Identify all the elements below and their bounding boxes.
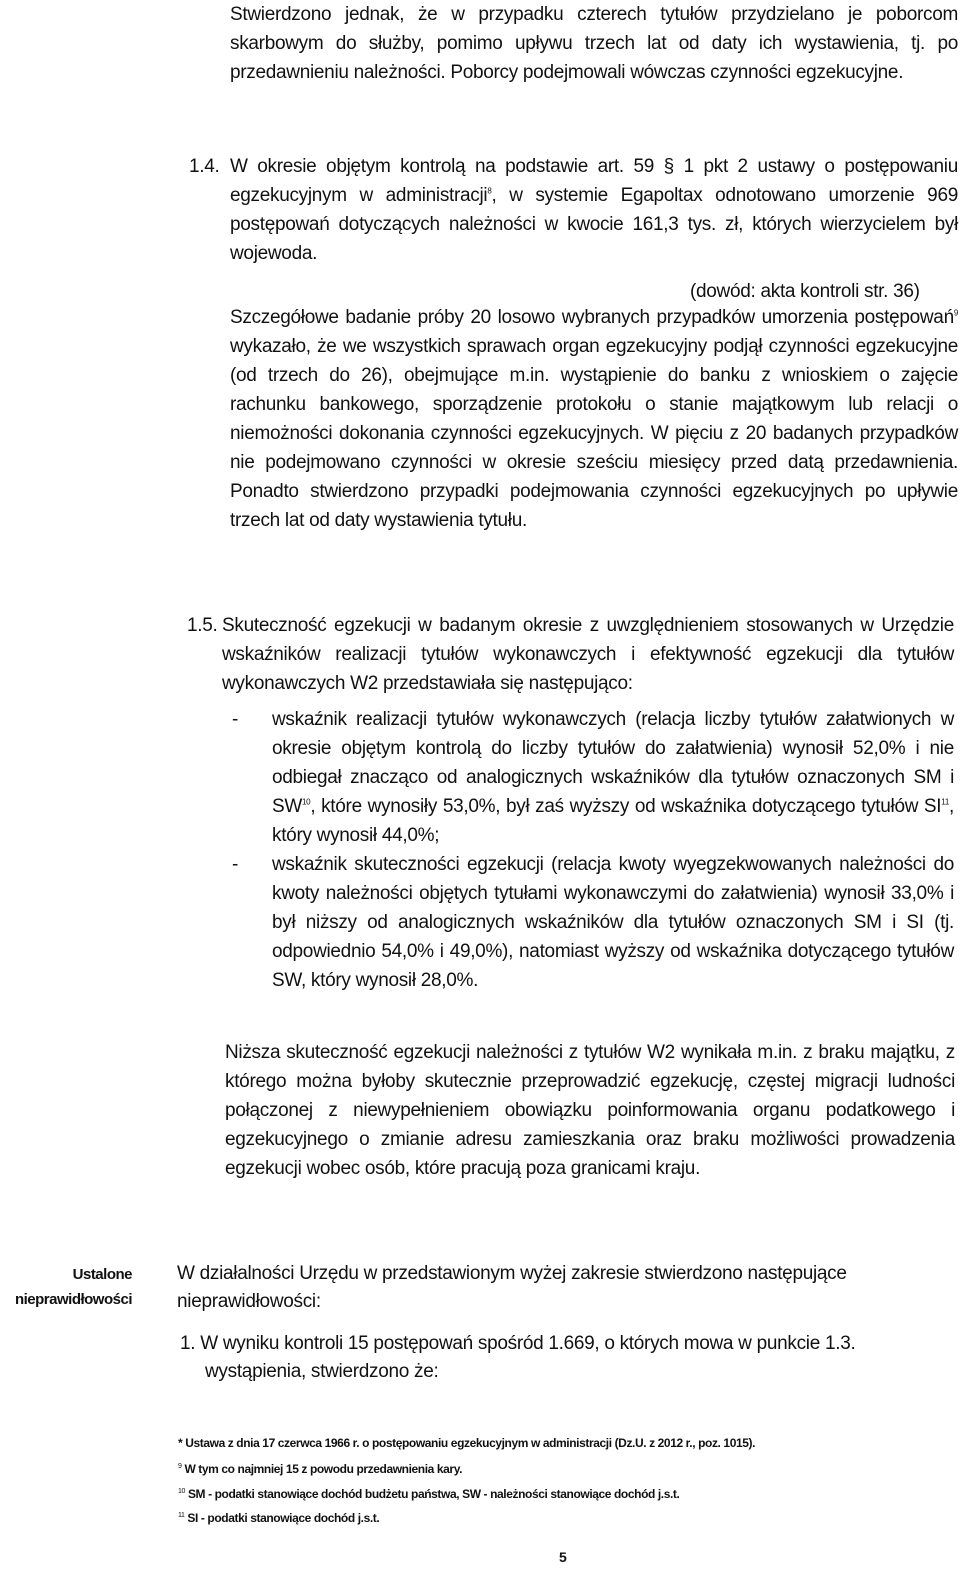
footnote-text: SM - podatki stanowiące dochód budżetu państwa, SW - należności stanowiące dochód j.s.t.: [187, 1487, 680, 1501]
footnote-mark: *: [178, 1436, 183, 1450]
intro-paragraph: [230, 0, 958, 87]
footnote-ref-8: 8: [487, 186, 492, 196]
section-1-4-text-after: , w systemie Egapoltax odnotowano umorzenie 969 postępowań dotyczących należności w kwocie 161,3 tys. zł, których wierzycielem był wojewoda.: [230, 185, 958, 264]
bullet-2-part1: wskaźnik skuteczności egzekucji (relacja kwoty wyegzekwowanych należności do kwoty należności objętych tytułami wykonawczymi do załatwienia) wynosił 33,0% i był niższy od analogicznych wskaźników dla tytułów oznaczonych SM i SI (tj. odpowiednio 54,0% i 49,0%), natomiast wyższy od wskaźnika dotyczącego tytułów SW, który wynosił 28,0%.: [272, 854, 954, 991]
irregularity-item-1-line2: wystąpienia, stwierdzono że:: [205, 1361, 439, 1382]
section-1-4-number: 1.4.: [189, 156, 220, 177]
footnote-9: [178, 1462, 462, 1476]
footnote-10: [178, 1487, 679, 1501]
footnote-text: SI - podatki stanowiące dochód j.s.t.: [187, 1511, 380, 1525]
conclusion-text: Niższa skuteczność egzekucji należności z tytułów W2 wynikała m.in. z braku majątku, z którego można byłoby skutecznie przeprowadzić egzekucję, częstej migracji ludności połączonej z niewypełnieniem obowiązku poinformowania organu podatkowego i egzekucyjnego o zmianie adresu zamieszkania oraz braku możliwości prowadzenia egzekucji wobec osób, które pracują poza granicami kraju.: [225, 1042, 955, 1179]
bullet-2-dash: -: [232, 854, 239, 875]
bullet-1-part1: wskaźnik realizacji tytułów wykonawczych (relacja liczby tytułów załatwionych w okresie objętym kontrolą do liczby tytułów do załatwienia) wynosił 52,0% i nie odbiegał znacząco od analogicznych wskaźników dla tytułów oznaczonych SM i SW: [272, 709, 954, 817]
section-1-5-number: 1.5.: [187, 615, 218, 636]
intro-text: Stwierdzono jednak, że w przypadku czterech tytułów przydzielano je poborcom skarbowym do służby, pomimo upływu trzech lat od daty ich wystawienia, tj. po przedawnieniu należności. Poborcy podejmowali wówczas czynności egzekucyjne.: [230, 4, 958, 83]
footnote-text: Ustawa z dnia 17 czerwca 1966 r. o postępowaniu egzekucyjnym w administracji (Dz.U. z 2012 r., poz. 1015).: [185, 1436, 756, 1450]
footnote-mark: 9: [178, 1463, 182, 1470]
footnote-star: [178, 1436, 755, 1450]
side-label-line1: Ustalone: [72, 1266, 132, 1283]
bullet-1-dash: -: [232, 709, 239, 730]
irregularity-item-1-line1: 1. W wyniku kontroli 15 postępowań spośród 1.669, o których mowa w punkcie 1.3.: [180, 1333, 856, 1354]
bullet-1-part3: , który wynosił 44,0%;: [272, 796, 954, 846]
footnote-mark: 10: [178, 1488, 185, 1495]
evidence-note: (dowód: akta kontroli str. 36): [690, 281, 920, 302]
section-1-4-text-before: W okresie objętym kontrolą na podstawie art. 59 § 1 pkt 2 ustawy o postępowaniu egzekucyjnym w administracji: [230, 156, 958, 206]
footnote-ref-10: 10: [302, 797, 311, 807]
side-label-line2: nieprawidłowości: [14, 1291, 132, 1308]
footnote-text: W tym co najmniej 15 z powodu przedawnienia kary.: [184, 1462, 463, 1476]
irregularities-intro-line1: W działalności Urzędu w przedstawionym wyżej zakresie stwierdzono następujące: [177, 1263, 847, 1284]
bullet-1-part2: , które wynosiły 53,0%, był zaś wyższy od wskaźnika dotyczącego tytułów SI: [310, 796, 942, 817]
section-1-5-paragraph: [222, 611, 954, 698]
section-1-5-text: Skuteczność egzekucji w badanym okresie z uwzględnieniem stosowanych w Urzędzie wskaźników realizacji tytułów wykonawczych i efektywność egzekucji dla tytułów wykonawczych W2 przedstawiała się następująco:: [222, 615, 954, 694]
bullet-2-text: [272, 850, 954, 995]
section-1-5-conclusion: [225, 1038, 955, 1183]
page-number: 5: [559, 1549, 567, 1565]
section-1-4-detail: [230, 303, 958, 535]
irregularities-intro-line2: nieprawidłowości:: [177, 1291, 321, 1312]
section-1-4-paragraph: [230, 152, 958, 268]
footnote-11: [178, 1511, 379, 1525]
bullet-1-text: [272, 705, 954, 850]
footnote-ref-11: 11: [941, 797, 950, 807]
irregularities-side-label: [0, 1262, 132, 1312]
footnote-ref-9: 9: [953, 308, 958, 318]
detail-text-before: Szczegółowe badanie próby 20 losowo wybranych przypadków umorzenia postępowań: [230, 307, 954, 328]
footnote-mark: 11: [178, 1512, 185, 1519]
detail-text-after: wykazało, że we wszystkich sprawach organ egzekucyjny podjął czynności egzekucyjne (od trzech do 26), obejmujące m.in. wystąpienie do banku z wnioskiem o zajęcie rachunku bankowego, sporządzenie protokołu o stanie majątkowym lub relacji o niemożności dokonania czynności egzekucyjnych. W pięciu z 20 badanych przypadków nie podejmowano czynności w okresie sześciu miesięcy przed datą przedawnienia. Ponadto stwierdzono przypadki podejmowania czynności egzekucyjnych po upływie trzech lat od daty wystawienia tytułu.: [230, 336, 958, 531]
